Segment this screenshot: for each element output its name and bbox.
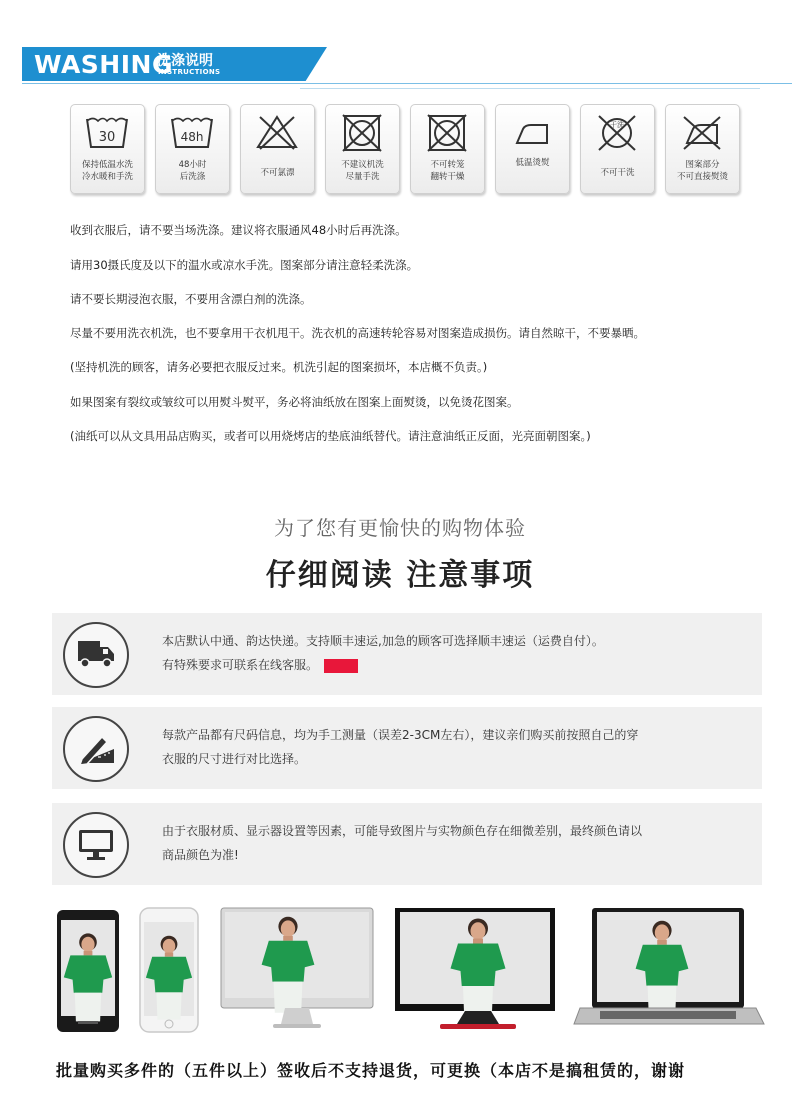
low-iron-icon (509, 113, 555, 153)
info-box-color (52, 803, 762, 885)
care-label: 保持低温水洗 冷水暖和手洗 (81, 160, 133, 182)
care-label: 不可转笼 翻转干燥 (430, 160, 465, 182)
care-item-wash-30 (70, 104, 145, 194)
info-box-shipping (52, 613, 762, 695)
truck-icon (76, 637, 116, 671)
care-icons-row (70, 104, 740, 192)
care-label: 不可干洗 (600, 168, 635, 178)
care-label: 不可氯漂 (260, 168, 295, 178)
red-highlight-block (324, 659, 358, 673)
care-item-low-iron (495, 104, 570, 194)
note-line: (油纸可以从文具用品店购买，或者可以用烧烤店的垫底油纸替代。请注意油纸正反面，光亮面朝图案。) (70, 429, 591, 443)
note-line: 如果图案有裂纹或皱纹可以用熨斗熨平，务必将油纸放在图案上面熨烫，以免烫花图案。 (70, 395, 519, 409)
ruler-pencil-icon (76, 731, 116, 767)
care-item-48h (155, 104, 230, 194)
note-line: 尽量不要用洗衣机洗，也不要拿用干衣机甩干。洗衣机的高速转轮容易对图案造成损伤。请自然晾干，不要暴晒。 (70, 326, 645, 340)
note-line: 请用30摄氏度及以下的温水或凉水手洗。图案部分请注意轻柔洗涤。 (70, 258, 419, 272)
note-line: 请不要长期浸泡衣服，不要用含漂白剂的洗涤。 (70, 292, 312, 306)
care-symbol-dry-clean: 干洗 (610, 121, 624, 129)
care-item-no-tumble-dry (410, 104, 485, 194)
note-line: 收到衣服后，请不要当场洗涤。建议将衣服通风48小时后再洗涤。 (70, 223, 407, 237)
no-machine-wash-icon (339, 113, 385, 153)
no-dry-clean-icon (594, 113, 640, 153)
care-item-no-dry-clean (580, 104, 655, 194)
care-item-no-bleach (240, 104, 315, 194)
no-bleach-icon (254, 113, 300, 153)
info-icon-circle (63, 716, 129, 782)
care-item-no-iron-print (665, 104, 740, 194)
care-label: 48小时 后洗涤 (178, 160, 207, 182)
care-item-no-machine-wash (325, 104, 400, 194)
note-line: (坚持机洗的顾客，请务必要把衣服反过来。机洗引起的图案损坏，本店概不负责。) (70, 360, 488, 374)
care-label: 低温烫熨 (515, 158, 550, 168)
info-box-sizing (52, 707, 762, 789)
header-subtitle: INSTRUCTIONS (158, 68, 221, 76)
info-icon-circle (63, 622, 129, 688)
no-iron-print-icon (679, 113, 725, 153)
section-subheading: 为了您有更愉快的购物体验 (274, 516, 526, 540)
care-label: 图案部分 不可直接熨烫 (676, 160, 728, 182)
header-divider (22, 83, 792, 84)
monitor-icon (76, 827, 116, 863)
care-symbol-48h: 48h (180, 130, 204, 144)
care-symbol-30: 30 (98, 130, 116, 145)
devices-showcase (0, 900, 800, 1035)
info-text: 由于衣服材质、显示器设置等因素，可能导致图片与实物颜色存在细微差别，最终颜色请以 商品颜色为准! (162, 824, 643, 862)
black-phone-image (57, 910, 119, 1032)
imac-image (221, 908, 373, 1028)
monitor-image (395, 908, 555, 1029)
header-title-en: WASHING (34, 50, 173, 79)
info-text: 本店默认中通、韵达快递。支持顺丰速运,加急的顾客可选择顺丰速运（运费自付）。 有特殊要求可联系在线客服。 (162, 634, 604, 672)
info-text: 每款产品都有尺码信息，均为手工测量（误差2-3CM左右），建议亲们购买前按照自己的穿 衣服的尺寸进行对比选择。 (162, 728, 639, 766)
white-phone-image (140, 908, 198, 1032)
footer-notice: 批量购买多件的（五件以上）签收后不支持退货，可更换（本店不是搞租赁的，谢谢 (56, 1061, 686, 1080)
section-heading: 仔细阅读 注意事项 (265, 558, 535, 593)
care-label: 不建议机洗 尽量手洗 (341, 160, 384, 182)
no-tumble-dry-icon (424, 113, 470, 153)
header-divider-secondary (300, 88, 760, 89)
washtub-48h-icon (169, 113, 215, 153)
laptop-image (574, 908, 764, 1024)
header-title-cn: 洗涤说明 (157, 53, 213, 69)
washtub-30-icon (84, 113, 130, 153)
info-icon-circle (63, 812, 129, 878)
